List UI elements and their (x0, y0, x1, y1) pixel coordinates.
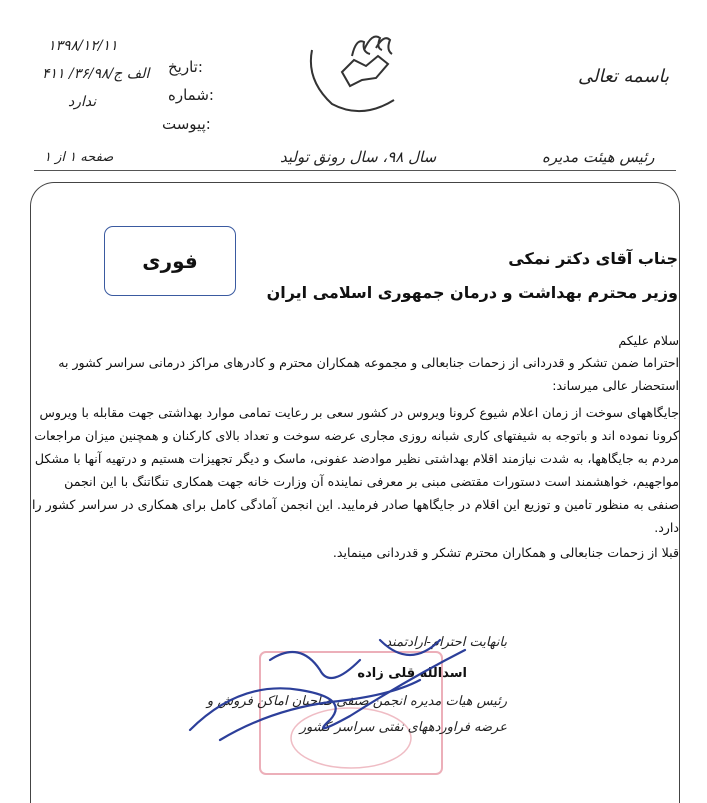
body-paragraph-1: احتراما ضمن تشکر و قدردانی از زحمات جنابعالی و مجموعه همکاران محترم و کادرهای مراکز درمانی سراسر کشور به استحضار عالی میرساند: (58, 355, 679, 393)
signer-title-line-2: عرضه فراوردههای نفتی سراسر کشور (299, 720, 507, 735)
number-label: شماره: (168, 86, 214, 104)
year-slogan: سال ۹۸، سال رونق تولید (280, 148, 437, 166)
urgent-badge: فوری (104, 226, 236, 296)
signer-name: اسدالله قلی زاده (357, 666, 467, 681)
addressee-name: جناب آقای دکتر نمکی (508, 249, 678, 268)
signer-title-line-1: رئیس هیات مدیره انجمن صنفی صاحبان اماکن فروش و (206, 694, 507, 709)
attachment-label: پیوست: (162, 115, 211, 133)
body-paragraph-3: قبلا از زحمات جنابعالی و همکاران محترم تشکر و قدردانی مینماید. (332, 545, 679, 560)
header-divider (34, 170, 676, 171)
handwritten-signature (180, 620, 480, 750)
letter-date-value: ۱۳۹۸/۱۲/۱۱ (48, 38, 118, 54)
page-indicator: صفحه ۱ از ۱ (44, 150, 114, 165)
greeting: سلام علیکم (618, 333, 679, 348)
addressee-title: وزیر محترم بهداشت و درمان جمهوری اسلامی ایران (266, 283, 678, 302)
association-logo-icon (292, 20, 422, 120)
bismillah-header: باسمه تعالی (578, 66, 670, 87)
closing-salutation: بانهایت احترام-ارادتمند (385, 635, 507, 650)
ceo-header-title: رئیس هیئت مدیره (542, 148, 655, 166)
body-paragraph-2: جایگاههای سوخت از زمان اعلام شیوع کرونا ویروس در کشور سعی بر رعایت تمامی موارد بهداشتی جهت مقابله با ویروس کرونا نموده اند و باتوجه به شیفتهای کاری شبانه روزی مجاری عرضه سوخت و تعداد بالای کارکنان و همچنین میزان مراجعات مردم به جایگاهها، به شدت نیازمند اقلام بهداشتی نظیر موادضد عفونی، ماسک و دیگر تجهیزات هستیم و درتهیه آنها با مشکل مواجهیم، خواهشمند است دستورات مقتضی مبنی بر معرفی نماینده آن وزارت خانه جهت همکاری تنگاتنگ با این انجمن صنفی به منظور تامین و توزیع این اقلام در جایگاهها صادر فرمایید. این انجمن آمادگی کامل برای همکاری در سراسر کشور را دارد. (32, 405, 679, 535)
letter-number-value: ۴۱۱ /۳۶/الف ج/۹۸ (42, 66, 150, 82)
letter-attachment-value: ندارد (68, 94, 97, 110)
date-label: تاریخ: (168, 58, 203, 76)
